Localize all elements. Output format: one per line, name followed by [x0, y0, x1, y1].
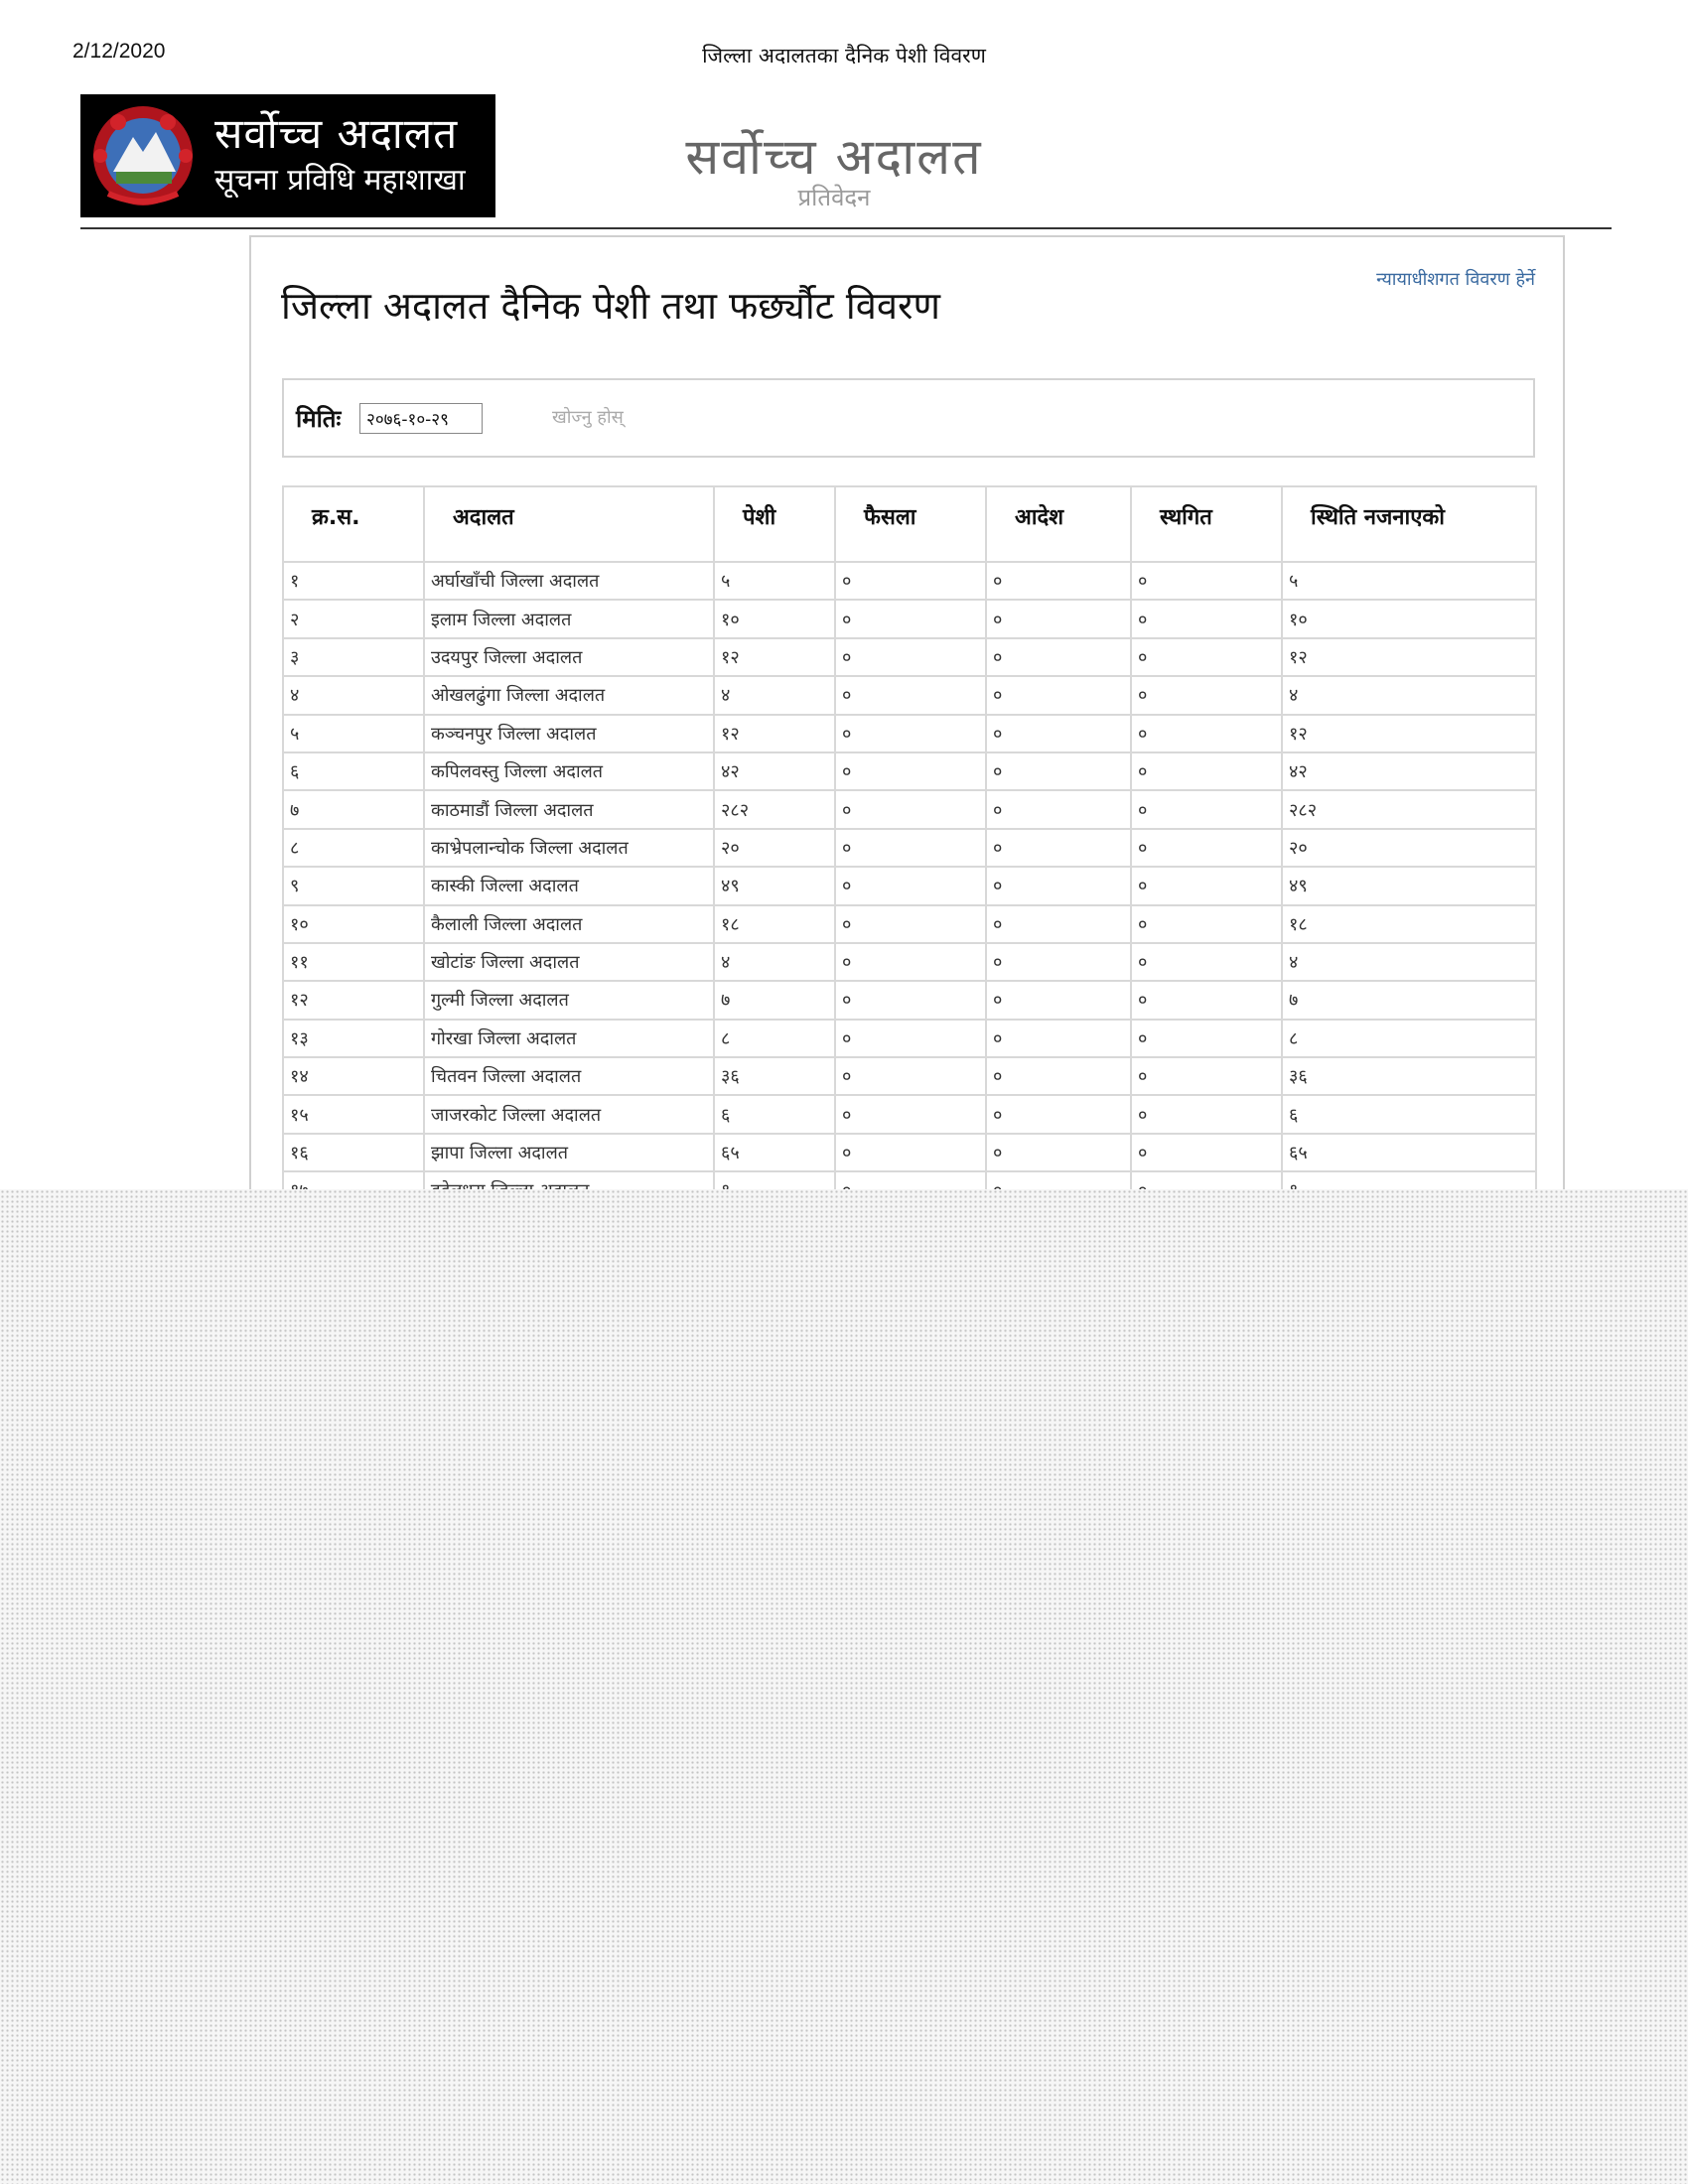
table-cell: ०	[986, 1020, 1131, 1057]
table-cell: १५	[283, 1095, 424, 1133]
table-cell: ०	[1131, 1095, 1282, 1133]
table-cell: १२	[714, 638, 835, 676]
table-cell: ८	[283, 829, 424, 867]
table-cell: ०	[835, 715, 986, 752]
table-cell: ०	[835, 1020, 986, 1057]
table-cell: ०	[986, 867, 1131, 904]
table-row	[283, 905, 1536, 943]
table-cell: ०	[986, 790, 1131, 828]
table-cell: ०	[986, 1134, 1131, 1171]
table-cell: २०	[1282, 829, 1536, 867]
table-cell: ०	[986, 905, 1131, 943]
table-cell: १०	[714, 600, 835, 637]
site-subtitle: प्रतिवेदन	[797, 184, 871, 211]
table-cell: १०	[1282, 600, 1536, 637]
table-cell: ६५	[714, 1134, 835, 1171]
table-cell: ०	[835, 1095, 986, 1133]
table-cell: ४	[714, 943, 835, 981]
table-cell: ४९	[714, 867, 835, 904]
table-cell: ०	[986, 1095, 1131, 1133]
court-hearing-table	[282, 485, 1537, 1211]
table-cell: ४	[1282, 943, 1536, 981]
table-cell: उदयपुर जिल्ला अदालत	[424, 638, 714, 676]
table-cell: १२	[1282, 715, 1536, 752]
table-cell: ०	[835, 790, 986, 828]
table-cell: १२	[714, 715, 835, 752]
table-row	[283, 790, 1536, 828]
table-row	[283, 943, 1536, 981]
table-cell: १८	[714, 905, 835, 943]
table-cell: चितवन जिल्ला अदालत	[424, 1057, 714, 1095]
table-row	[283, 981, 1536, 1019]
table-cell: १२	[283, 981, 424, 1019]
table-cell: ०	[835, 638, 986, 676]
table-cell: ०	[835, 1057, 986, 1095]
table-cell: ०	[1131, 867, 1282, 904]
site-title: सर्वोच्च अदालत	[685, 128, 983, 186]
table-cell: ०	[835, 752, 986, 790]
table-cell: २	[283, 600, 424, 637]
table-cell: ४९	[1282, 867, 1536, 904]
table-cell: ०	[835, 981, 986, 1019]
table-cell: ७	[283, 790, 424, 828]
column-header: आदेश	[986, 486, 1131, 562]
column-header: स्थगित	[1131, 486, 1282, 562]
table-cell: ०	[986, 829, 1131, 867]
table-cell: ०	[835, 943, 986, 981]
table-cell: कपिलवस्तु जिल्ला अदालत	[424, 752, 714, 790]
table-cell: गुल्मी जिल्ला अदालत	[424, 981, 714, 1019]
table-cell: ३६	[714, 1057, 835, 1095]
column-header: अदालत	[424, 486, 714, 562]
report-title: जिल्ला अदालत दैनिक पेशी तथा फर्छ्यौट विवरण	[281, 284, 941, 328]
table-cell: ०	[1131, 829, 1282, 867]
table-cell: ६५	[1282, 1134, 1536, 1171]
table-cell: १३	[283, 1020, 424, 1057]
table-cell: ०	[986, 715, 1131, 752]
table-cell: २८२	[714, 790, 835, 828]
table-cell: ०	[835, 905, 986, 943]
table-cell: अर्घाखाँची जिल्ला अदालत	[424, 562, 714, 600]
report-card	[249, 235, 1565, 1228]
header-divider	[80, 227, 1612, 229]
table-cell: ०	[1131, 1057, 1282, 1095]
table-cell: ०	[986, 1057, 1131, 1095]
table-cell: ४	[714, 676, 835, 714]
table-cell: ०	[1131, 752, 1282, 790]
table-cell: ०	[835, 600, 986, 637]
table-cell: १६	[283, 1134, 424, 1171]
table-row	[283, 752, 1536, 790]
table-cell: ४२	[1282, 752, 1536, 790]
table-cell: ०	[835, 867, 986, 904]
table-cell: ०	[986, 676, 1131, 714]
table-row	[283, 867, 1536, 904]
table-cell: ०	[1131, 905, 1282, 943]
table-row	[283, 600, 1536, 637]
table-cell: ५	[283, 715, 424, 752]
table-cell: ८	[1282, 1020, 1536, 1057]
table-cell: ९	[283, 867, 424, 904]
table-header-row	[283, 486, 1536, 562]
table-cell: ८	[714, 1020, 835, 1057]
column-header: क्र.स.	[283, 486, 424, 562]
table-body	[283, 562, 1536, 1210]
logo-title: सर्वोच्च अदालत	[214, 109, 459, 158]
table-row	[283, 1095, 1536, 1133]
table-row	[283, 715, 1536, 752]
table-cell: ०	[986, 638, 1131, 676]
table-cell: ०	[1131, 562, 1282, 600]
logo-subtitle: सूचना प्रविधि महाशाखा	[214, 163, 466, 198]
column-header: फैसला	[835, 486, 986, 562]
table-cell: ०	[835, 562, 986, 600]
table-row	[283, 1057, 1536, 1095]
column-header: स्थिति नजनाएको	[1282, 486, 1536, 562]
table-cell: २०	[714, 829, 835, 867]
table-cell: ६	[714, 1095, 835, 1133]
table-cell: गोरखा जिल्ला अदालत	[424, 1020, 714, 1057]
table-cell: कैलाली जिल्ला अदालत	[424, 905, 714, 943]
table-cell: १८	[1282, 905, 1536, 943]
table-row	[283, 676, 1536, 714]
table-cell: ०	[835, 1134, 986, 1171]
table-cell: १	[283, 562, 424, 600]
table-cell: ०	[986, 562, 1131, 600]
judge-wise-report-link[interactable]: न्यायाधीशगत विवरण हेर्ने	[1376, 269, 1535, 290]
date-filter-panel	[282, 378, 1535, 458]
table-row	[283, 1020, 1536, 1057]
table-cell: ०	[1131, 638, 1282, 676]
table-row	[283, 1134, 1536, 1171]
table-cell: ०	[835, 676, 986, 714]
table-cell: १०	[283, 905, 424, 943]
table-cell: १४	[283, 1057, 424, 1095]
date-label: मितिः	[296, 405, 342, 433]
table-cell: ४	[283, 676, 424, 714]
table-cell: काठमाडौं जिल्ला अदालत	[424, 790, 714, 828]
table-cell: ७	[714, 981, 835, 1019]
table-row	[283, 829, 1536, 867]
table-cell: ०	[1131, 1134, 1282, 1171]
table-cell: ३६	[1282, 1057, 1536, 1095]
table-cell: कञ्चनपुर जिल्ला अदालत	[424, 715, 714, 752]
table-cell: ०	[1131, 600, 1282, 637]
print-title: जिल्ला अदालतका दैनिक पेशी विवरण	[702, 44, 986, 68]
national-emblem-icon	[88, 102, 198, 209]
court-logo[interactable]	[80, 94, 495, 217]
table-cell: ०	[1131, 981, 1282, 1019]
table-cell: ५	[1282, 562, 1536, 600]
table-cell: ०	[1131, 943, 1282, 981]
table-cell: ०	[986, 981, 1131, 1019]
table-cell: ६	[1282, 1095, 1536, 1133]
table-cell: झापा जिल्ला अदालत	[424, 1134, 714, 1171]
table-cell: कास्की जिल्ला अदालत	[424, 867, 714, 904]
dotted-overlay	[0, 1189, 1688, 2184]
table-cell: ५	[714, 562, 835, 600]
table-cell: ०	[1131, 1020, 1282, 1057]
date-input[interactable]	[359, 403, 483, 434]
table-cell: ०	[1131, 676, 1282, 714]
table-cell: इलाम जिल्ला अदालत	[424, 600, 714, 637]
table-cell: ०	[986, 752, 1131, 790]
table-cell: २८२	[1282, 790, 1536, 828]
table-cell: जाजरकोट जिल्ला अदालत	[424, 1095, 714, 1133]
table-cell: ०	[986, 943, 1131, 981]
column-header: पेशी	[714, 486, 835, 562]
table-row	[283, 562, 1536, 600]
table-cell: ०	[835, 829, 986, 867]
table-cell: ३	[283, 638, 424, 676]
table-cell: खोटांङ जिल्ला अदालत	[424, 943, 714, 981]
table-cell: ओखलढुंगा जिल्ला अदालत	[424, 676, 714, 714]
search-button[interactable]: खोज्नु होस्	[552, 407, 624, 428]
table-cell: ११	[283, 943, 424, 981]
table-cell: १२	[1282, 638, 1536, 676]
table-cell: काभ्रेपलान्चोक जिल्ला अदालत	[424, 829, 714, 867]
table-cell: ०	[1131, 715, 1282, 752]
print-date: 2/12/2020	[72, 40, 166, 63]
table-cell: ०	[1131, 790, 1282, 828]
table-cell: ०	[986, 600, 1131, 637]
table-cell: ७	[1282, 981, 1536, 1019]
table-cell: ४	[1282, 676, 1536, 714]
table-row	[283, 638, 1536, 676]
table-cell: ४२	[714, 752, 835, 790]
table-cell: ६	[283, 752, 424, 790]
